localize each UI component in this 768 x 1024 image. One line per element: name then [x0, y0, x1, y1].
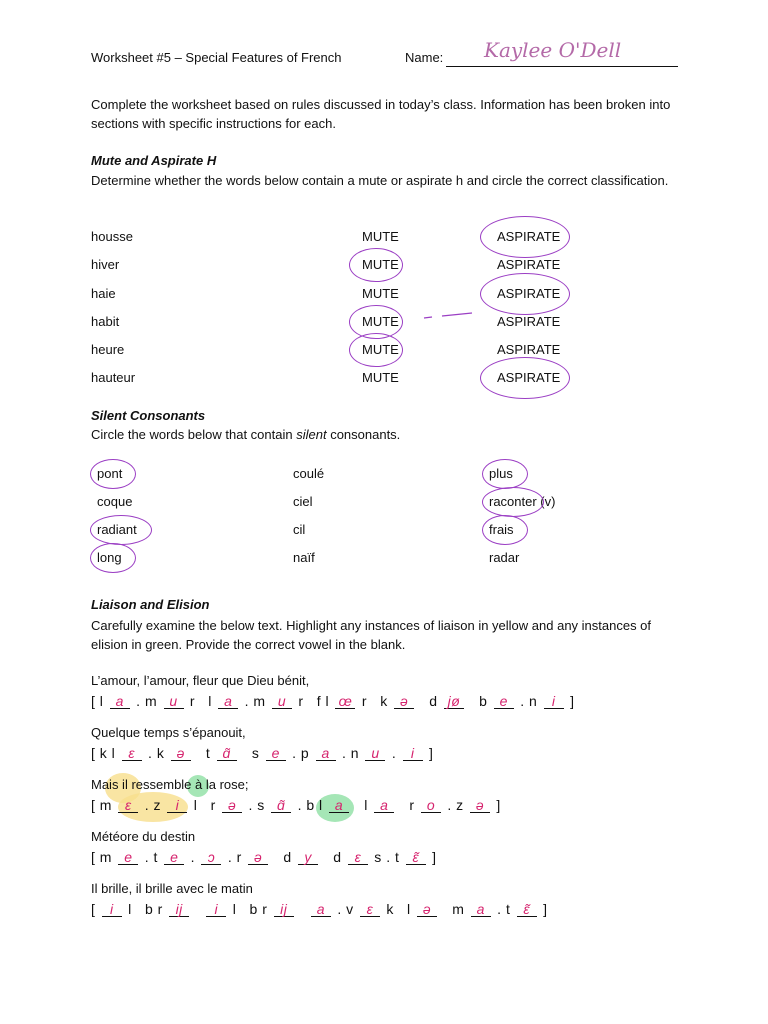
vowel-blank[interactable]: œ [335, 694, 355, 709]
answer-circle [482, 459, 528, 489]
ipa-segment: [ l [91, 693, 108, 709]
vowel-blank[interactable]: o [421, 798, 441, 813]
ipa-segment: . t [140, 849, 163, 865]
mute-option[interactable]: MUTE [362, 342, 399, 357]
poem-line: Mais il ressemble à la rose; [91, 777, 249, 792]
h-word: habit [91, 314, 120, 329]
ipa-segment: ] [492, 797, 501, 813]
aspirate-option[interactable]: ASPIRATE [497, 342, 561, 357]
ipa-transcription [91, 849, 437, 865]
vowel-blank[interactable]: ɛ [122, 746, 142, 761]
h-word: hiver [91, 257, 120, 272]
vowel-blank[interactable]: ɛ̃ [517, 902, 537, 917]
vowel-blank[interactable]: u [272, 694, 292, 709]
ipa-segment: . z [140, 797, 166, 813]
ipa-segment: l [351, 797, 373, 813]
vowel-blank[interactable]: ə [417, 902, 437, 917]
ipa-segment: d [320, 849, 346, 865]
instructions-pre: Circle the words below that contain [91, 427, 297, 442]
vowel-blank[interactable]: i [206, 902, 226, 917]
ipa-segment: [ m [91, 797, 117, 813]
h-word: heure [91, 342, 125, 357]
vowel-blank[interactable]: jø [444, 694, 464, 709]
instructions-post: consonants. [326, 427, 401, 442]
silent-word[interactable]: frais [489, 522, 514, 537]
ipa-segment: l r [189, 797, 221, 813]
silent-section-heading: Silent Consonants [91, 408, 206, 423]
vowel-blank[interactable]: i [403, 746, 423, 761]
answer-circle [480, 273, 570, 315]
aspirate-option[interactable]: ASPIRATE [497, 314, 561, 329]
name-signature: Kaylee O'Dell [484, 38, 622, 62]
h-word: housse [91, 229, 133, 244]
ipa-segment [191, 901, 204, 917]
ipa-segment: . n [337, 745, 364, 761]
answer-circle [90, 459, 136, 489]
ipa-segment: m [439, 901, 469, 917]
vowel-blank[interactable]: ɔ [201, 850, 221, 865]
ipa-segment: r l [185, 693, 217, 709]
mute-option[interactable]: MUTE [362, 257, 399, 272]
vowel-blank[interactable]: i [167, 798, 187, 813]
liaison-section-heading: Liaison and Elision [91, 597, 210, 612]
mute-section-instructions: Determine whether the words below contain a mute or aspirate h and circle the correct classification. [91, 173, 669, 188]
ipa-segment: [ [91, 901, 100, 917]
answer-circle [480, 357, 570, 399]
ipa-segment: . p [287, 745, 314, 761]
vowel-blank[interactable]: ɛ [118, 798, 138, 813]
silent-word[interactable]: cil [293, 522, 306, 537]
ipa-segment: ] [424, 745, 434, 761]
ipa-segment: . k [143, 745, 169, 761]
ipa-segment: [ m [91, 849, 117, 865]
silent-word[interactable]: pont [97, 466, 123, 481]
answer-circle [90, 515, 152, 545]
ipa-segment: r f l [293, 693, 334, 709]
silent-word[interactable]: radiant [97, 522, 137, 537]
vowel-blank[interactable]: u [164, 694, 184, 709]
ipa-segment: . m [240, 693, 270, 709]
vowel-blank[interactable]: ɛ [360, 902, 380, 917]
ipa-segment: b [465, 693, 492, 709]
ipa-segment: s [238, 745, 264, 761]
ipa-segment: k l [382, 901, 416, 917]
vowel-blank[interactable]: ə [470, 798, 490, 813]
silent-section-instructions [91, 427, 400, 442]
silent-word[interactable]: coulé [293, 466, 325, 481]
vowel-blank[interactable]: i [102, 902, 122, 917]
vowel-blank[interactable]: u [365, 746, 385, 761]
ipa-segment: . b l [293, 797, 328, 813]
silent-word[interactable]: ciel [293, 494, 313, 509]
vowel-blank[interactable]: ij [169, 902, 189, 917]
ipa-segment: d [416, 693, 442, 709]
ipa-segment: r [396, 797, 419, 813]
poem-line: Météore du destin [91, 829, 196, 844]
vowel-blank[interactable]: ə [394, 694, 414, 709]
silent-word[interactable]: coque [97, 494, 133, 509]
answer-circle [482, 515, 528, 545]
aspirate-option[interactable]: ASPIRATE [497, 370, 561, 385]
ipa-segment: ] [538, 901, 548, 917]
mute-option[interactable]: MUTE [362, 314, 399, 329]
poem-line: Il brille, il brille avec le matin [91, 881, 253, 896]
vowel-blank[interactable]: e [266, 746, 286, 761]
vowel-blank[interactable]: ɛ̃ [406, 850, 426, 865]
vowel-blank[interactable]: e [164, 850, 184, 865]
vowel-blank[interactable]: a [329, 798, 349, 813]
silent-word[interactable]: plus [489, 466, 513, 481]
ipa-segment: [ k l [91, 745, 120, 761]
ipa-segment: . m [131, 693, 162, 709]
answer-circle [90, 543, 136, 573]
vowel-blank[interactable]: ɛ [348, 850, 368, 865]
poem-line: L’amour, l’amour, fleur que Dieu bénit, [91, 673, 310, 688]
vowel-blank[interactable]: a [110, 694, 130, 709]
vowel-blank[interactable]: ɑ̃ [271, 798, 291, 813]
ipa-segment: l b r [228, 901, 272, 917]
ipa-segment: ] [565, 693, 575, 709]
ipa-segment: . [387, 745, 401, 761]
vowel-blank[interactable]: ə [171, 746, 191, 761]
vowel-blank[interactable]: e [118, 850, 138, 865]
ipa-transcription [91, 745, 433, 761]
answer-circle [482, 487, 544, 517]
silent-word[interactable]: radar [489, 550, 520, 565]
ipa-segment: . v [332, 901, 358, 917]
ipa-segment: ] [427, 849, 437, 865]
mute-option[interactable]: MUTE [362, 286, 399, 301]
mute-option[interactable]: MUTE [362, 370, 399, 385]
instructions-emphasis: silent [296, 427, 327, 442]
vowel-blank[interactable]: a [316, 746, 336, 761]
vowel-blank[interactable]: y [298, 850, 318, 865]
name-line [446, 66, 678, 67]
ipa-segment: r k [357, 693, 393, 709]
vowel-blank[interactable]: e [494, 694, 514, 709]
answer-circle [480, 216, 570, 258]
ipa-segment: d [270, 849, 297, 865]
silent-word[interactable]: long [97, 550, 122, 565]
vowel-blank[interactable]: ɑ̃ [217, 746, 237, 761]
vowel-blank[interactable]: ə [222, 798, 242, 813]
mute-section-heading: Mute and Aspirate H [91, 153, 217, 168]
worksheet-title: Worksheet #5 – Special Features of French [91, 50, 342, 65]
ipa-transcription [91, 901, 548, 917]
ipa-segment: . z [442, 797, 469, 813]
vowel-blank[interactable]: ə [248, 850, 268, 865]
ipa-segment: . [186, 849, 200, 865]
liaison-section-instructions: Carefully examine the below text. Highlight any instances of liaison in yellow and any instances of elision in green. Provide the correct vowel in the blank. [91, 618, 652, 652]
answer-circle [349, 333, 403, 367]
ipa-transcription [91, 797, 501, 813]
mute-option[interactable]: MUTE [362, 229, 399, 244]
poem-line: Quelque temps s’épanouit, [91, 725, 246, 740]
vowel-blank[interactable]: a [311, 902, 331, 917]
h-word: haie [91, 286, 116, 301]
ipa-segment: s . t [369, 849, 404, 865]
name-label: Name: [405, 50, 444, 65]
ipa-segment: l b r [123, 901, 168, 917]
silent-word[interactable]: naïf [293, 550, 315, 565]
h-word: hauteur [91, 370, 136, 385]
aspirate-option[interactable]: ASPIRATE [497, 286, 561, 301]
pen-stroke-mark [420, 308, 480, 324]
ipa-segment: . n [515, 693, 542, 709]
aspirate-option[interactable]: ASPIRATE [497, 229, 561, 244]
ipa-segment: . s [244, 797, 270, 813]
ipa-segment [296, 901, 309, 917]
vowel-blank[interactable]: i [544, 694, 564, 709]
ipa-segment: t [192, 745, 215, 761]
aspirate-option[interactable]: ASPIRATE [497, 257, 561, 272]
vowel-blank[interactable]: ij [274, 902, 294, 917]
ipa-segment: . r [223, 849, 247, 865]
intro-text: Complete the worksheet based on rules discussed in today’s class. Information has been broken into sections with specific instructions for each. [91, 97, 671, 131]
ipa-transcription [91, 693, 574, 709]
vowel-blank[interactable]: a [374, 798, 394, 813]
ipa-segment: . t [492, 901, 515, 917]
vowel-blank[interactable]: a [218, 694, 238, 709]
silent-word[interactable]: raconter (v) [489, 494, 556, 509]
answer-circle [349, 248, 403, 282]
vowel-blank[interactable]: a [471, 902, 491, 917]
